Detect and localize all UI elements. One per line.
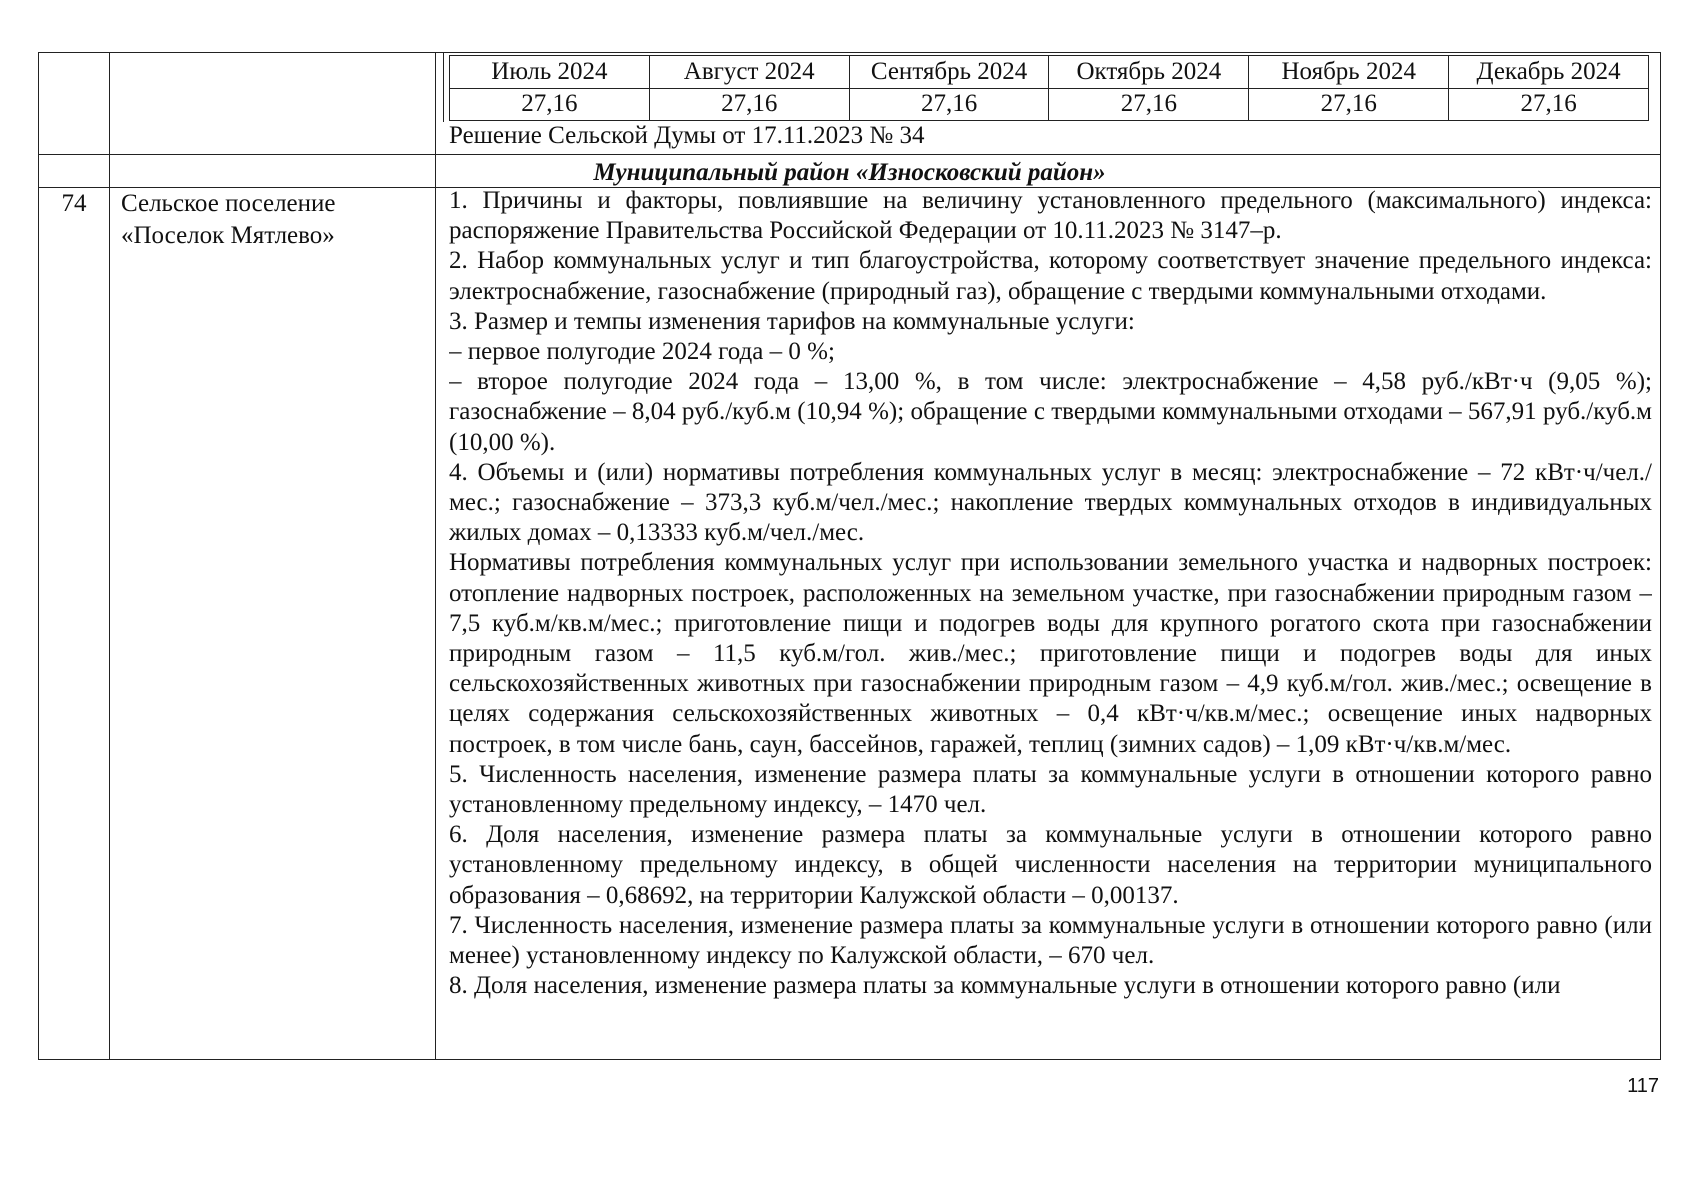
month-header: Июль 2024 [450,56,650,89]
paragraph: 7. Численность населения, изменение размера платы за коммунальные услуги в отношении которого равно (или менее) установленному индексу по Калужской области, – 670 чел. [449,911,1652,970]
month-value: 27,16 [1449,88,1649,121]
paragraph: 6. Доля населения, изменение размера платы за коммунальные услуги в отношении которого равно установленному предельному индексу, в общей численности населения на территории муниципального образования – 0,68692, на территории Калужской области – 0,00137. [449,821,1652,909]
document-table [38,52,1661,1060]
months-index-table [449,55,1649,121]
months-table-left-border [443,53,444,122]
settlement-name [121,188,431,252]
months-header-row [450,56,1649,89]
decision-note: Решение Сельской Думы от 17.11.2023 № 34 [449,122,925,149]
month-header: Ноябрь 2024 [1249,56,1449,89]
paragraph: 3. Размер и темпы изменения тарифов на коммунальные услуги: [449,307,1135,335]
month-header: Октябрь 2024 [1049,56,1249,89]
month-header: Сентябрь 2024 [849,56,1049,89]
paragraph: – второе полугодие 2024 года – 13,00 %, в том числе: электроснабжение – 4,58 руб./кВт·ч (9,05 %); газоснабжение – 8,04 руб./куб.м (10,94 %); обращение с твердыми коммунальными отходами – 567,91 руб./куб.м (10,00 %). [449,368,1652,456]
paragraph: 8. Доля населения, изменение размера платы за коммунальные услуги в отношении которого равно (или [449,972,1561,1000]
paragraph: Нормативы потребления коммунальных услуг при использовании земельного участка и надворных построек: отопление надворных построек, расположенных на земельном участке, при газоснабжении природным газом – 7,5 куб.м/кв.м/мес.; приготовление пищи и подогрев воды для крупного рогатого скота при газоснабжении природным газом – 11,5 куб.м/гол. жив./мес.; приготовление пищи и подогрев воды для иных сельскохозяйственных животных при газоснабжении природным газом – 4,9 куб.м/гол. жив./мес.; освещение в целях содержания сельскохозяйственных животных – 0,4 кВт·ч/кв.м/мес.; освещение иных надворных построек, в том числе бань, саун, бассейнов, гаражей, теплиц (зимних садов) – 1,09 кВт·ч/кв.м/мес. [449,549,1652,758]
month-value: 27,16 [849,88,1049,121]
month-header: Декабрь 2024 [1449,56,1649,89]
column-divider-number [109,53,110,1059]
month-value: 27,16 [450,88,650,121]
month-header: Август 2024 [649,56,849,89]
settlement-name-line2: «Поселок Мятлево» [121,222,335,249]
month-value: 27,16 [1249,88,1449,121]
paragraph: 4. Объемы и (или) нормативы потребления коммунальных услуг в месяц: электроснабжение – 72 кВт·ч/чел./мес.; газоснабжение – 373,3 куб.м/чел./мес.; накопление твердых коммунальных отходов в индивидуальных жилых домах – 0,13333 куб.м/чел./мес. [449,458,1652,547]
row-description [449,186,1652,1056]
paragraph: 5. Численность населения, изменение размера платы за коммунальные услуги в отношении которого равно установленному предельному индексу, – 1470 чел. [449,760,1652,819]
paragraph: 1. Причины и факторы, повлиявшие на величину установленного предельного (максимального) индекса: распоряжение Правительства Российской Федерации от 10.11.2023 № 3147–р. [449,187,1652,245]
page-number: 117 [1627,1075,1659,1097]
row-number: 74 [61,190,87,217]
month-value: 27,16 [1049,88,1249,121]
row-divider [39,154,1660,155]
settlement-name-line1: Сельское поселение [121,190,336,217]
paragraph: 2. Набор коммунальных услуг и тип благоустройства, которому соответствует значение предельного индекса: электроснабжение, газоснабжение (природный газ), обращение с твердыми коммунальными отходами. [449,247,1652,305]
months-value-row [450,88,1649,121]
column-divider-name [435,53,436,1059]
paragraph: – первое полугодие 2024 года – 0 %; [449,338,835,366]
district-header: Муниципальный район «Износковский район» [593,159,1106,186]
month-value: 27,16 [649,88,849,121]
